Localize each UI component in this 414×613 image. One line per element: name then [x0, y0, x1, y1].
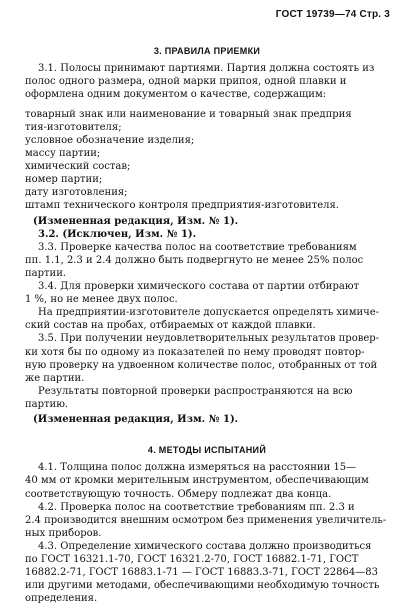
text-line: 40 мм от кромки мерительным инструментом, обеспечивающим [25, 475, 369, 487]
text-line: 4.1. Толщина полос должна измеряться на расстоянии 15— [38, 462, 357, 474]
text-line: товарный знак или наименование и товарный знак предприя [25, 108, 352, 120]
text-line: же партии. [25, 372, 85, 384]
text-line: ных приборов. [25, 527, 102, 539]
text-line: 2.4 производится внешним осмотром без применения увеличитель- [25, 514, 387, 526]
text-line: ки хотя бы по одному из показателей по нему проводят повтор- [25, 346, 365, 358]
text-line: ную проверку на удвоенном количестве полос, отобранных от той [25, 359, 378, 371]
text-line: 16882.2-71, ГОСТ 16883.1-71 — ГОСТ 16883.3-71, ГОСТ 22864—83 [25, 566, 378, 578]
page-header: ГОСТ 19739—74 Стр. 3 [275, 9, 390, 20]
text-line: 3.1. Полосы принимают партиями. Партия должна состоять из [38, 62, 375, 74]
text-line: ский состав на пробах, отбираемых от каждой плавки. [25, 320, 316, 332]
text-line: массу партии; [25, 147, 101, 159]
amendment-note: (Измененная редакция, Изм. № 1). [33, 413, 239, 425]
text-line: соответствующую точность. Обмеру подлежат два конца. [25, 488, 332, 500]
section-3-title: 3. ПРАВИЛА ПРИЕМКИ [153, 46, 261, 56]
text-line: партии. [25, 268, 67, 280]
text-line: Результаты повторной проверки распространяются на всю [38, 385, 353, 397]
text-line: полос одного размера, одной марки припоя, одной плавки и [25, 75, 347, 87]
text-line: партию. [25, 398, 69, 410]
text-line: 4.3. Определение химического состава должно производиться [38, 540, 372, 552]
text-line: 4.2. Проверка полос на соответствие требованиям пп. 2.3 и [38, 501, 355, 513]
text-line: оформлена одним документом о качестве, содержащим: [25, 88, 327, 100]
text-line: дату изготовления; [25, 187, 128, 199]
text-line: определения. [25, 593, 98, 604]
text-line: 3.4. Для проверки химического состава от партии отбирают [38, 281, 360, 293]
excluded-clause: 3.2. (Исключен, Изм. № 1). [38, 228, 197, 240]
text-line: условное обозначение изделия; [25, 134, 195, 146]
text-line: 3.3. Проверке качества полос на соответствие требованиям [38, 242, 357, 253]
text-line: штамп технического контроля предприятия-изготовителя. [25, 200, 339, 212]
text-line: 1 %, но не менее двух полос. [25, 294, 178, 306]
text-line: На предприятии-изготовителе допускается определять химиче- [38, 307, 380, 319]
section-4-title: 4. МЕТОДЫ ИСПЫТАНИЙ [147, 444, 267, 455]
text-line: или другими методами, обеспечивающими необходимую точность [25, 579, 380, 591]
text-line: номер партии; [25, 174, 103, 185]
text-line: пп. 1.1, 2.3 и 2.4 должно быть подвергнуто не менее 25% полос [25, 255, 364, 266]
text-line: по ГОСТ 16321.1-70, ГОСТ 16321.2-70, ГОСТ 16882.1-71, ГОСТ [25, 553, 359, 565]
text-line: химический состав; [25, 161, 131, 172]
text-line: тия-изготовителя; [25, 121, 122, 133]
text-line: 3.5. При получении неудовлетворительных результатов провер- [38, 333, 380, 345]
amendment-note: (Измененная редакция, Изм. № 1). [33, 215, 239, 227]
